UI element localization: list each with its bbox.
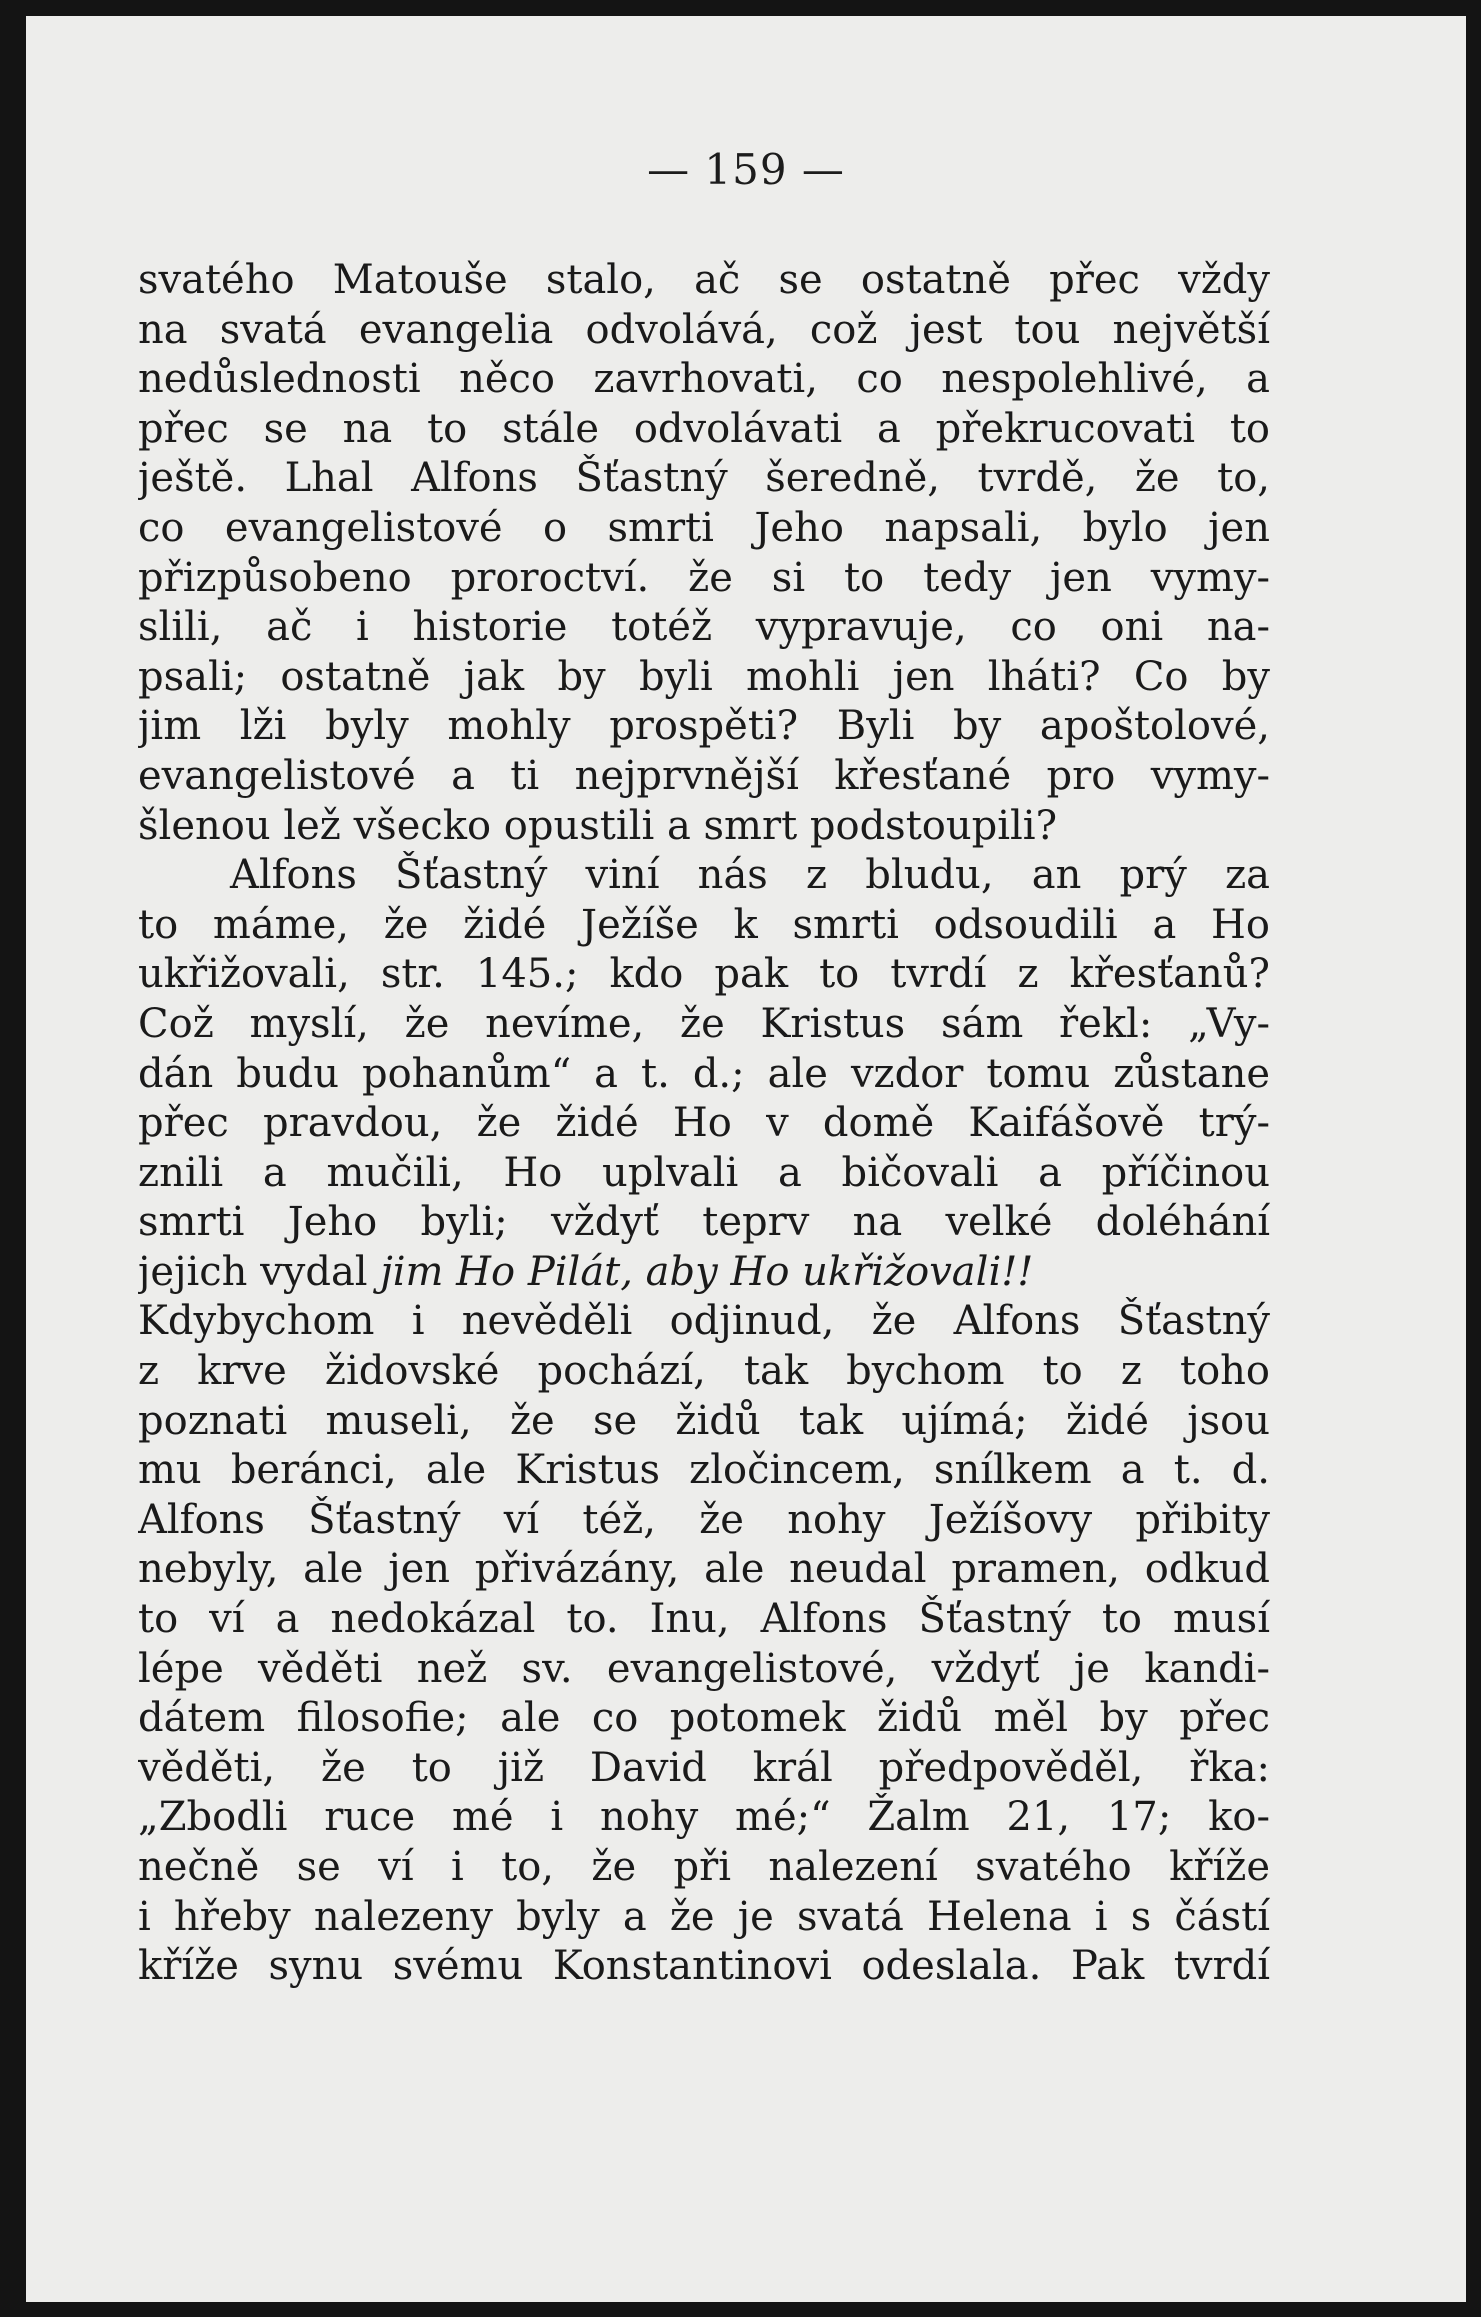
text-line: poznati museli, že se židů tak ujímá; židé jsou (138, 1397, 1270, 1444)
text-line: Alfons Šťastný ví též, že nohy Ježíšovy přibity (138, 1496, 1270, 1543)
text-line: to máme, že židé Ježíše k smrti odsoudili a Ho (138, 901, 1270, 948)
text-line: slili, ač i historie totéž vypravuje, co oni na- (138, 604, 1270, 651)
text-line: evangelistové a ti nejprvnější křesťané pro vymy- (138, 752, 1270, 799)
text-line: nedůslednosti něco zavrhovati, co nespolehlivé, a (138, 356, 1270, 403)
text-line (138, 1248, 1270, 1298)
text-line: Kdybychom i nevěděli odjinud, že Alfons Šťastný (138, 1298, 1270, 1345)
text-line: dátem filosofie; ale co potomek židů měl by přec (138, 1695, 1270, 1742)
italic-text-segment: jim Ho Pilát, aby Ho ukřižovali!! (380, 1248, 1034, 1295)
text-line: to ví a nedokázal to. Inu, Alfons Šťastný to musí (138, 1596, 1270, 1643)
text-line: „Zbodli ruce mé i nohy mé;“ Žalm 21, 17; ko- (138, 1794, 1270, 1841)
text-line: jim lži byly mohly prospěti? Byli by apoštolové, (138, 703, 1270, 750)
text-line: lépe věděti než sv. evangelistové, vždyť je kandi- (138, 1645, 1270, 1692)
text-line: i hřeby nalezeny byly a že je svatá Helena i s částí (138, 1893, 1270, 1940)
text-line: nečně se ví i to, že při nalezení svatého kříže (138, 1844, 1270, 1890)
body-text (138, 256, 1270, 1992)
text-line: svatého Matouše stalo, ač se ostatně přec vždy (138, 257, 1270, 303)
text-line: Což myslí, že nevíme, že Kristus sám řekl: „Vy- (138, 1000, 1270, 1047)
text-line: šlenou lež všecko opustili a smrt podstoupili? (138, 802, 1058, 849)
text-line: mu beránci, ale Kristus zločincem, snílkem a t. d. (138, 1447, 1270, 1494)
text-line: Alfons Šťastný viní nás z bludu, an prý za (230, 852, 1270, 899)
text-line: z krve židovské pochází, tak bychom to z toho (138, 1348, 1270, 1395)
text-line: kříže synu svému Konstantinovi odeslala. Pak tvrdí (138, 1943, 1270, 1990)
text-line: přec se na to stále odvolávati a překrucovati to (138, 405, 1270, 452)
text-line: přec pravdou, že židé Ho v domě Kaifášově trý- (138, 1100, 1270, 1147)
text-line: co evangelistové o smrti Jeho napsali, bylo jen (138, 504, 1270, 551)
text-line: ukřižovali, str. 145.; kdo pak to tvrdí z křesťanů? (138, 951, 1270, 998)
text-line: smrti Jeho byli; vždyť teprv na velké doléhání (138, 1199, 1270, 1246)
text-line: přizpůsobeno proroctví. že si to tedy jen vymy- (138, 554, 1270, 601)
page-number: — 159 — (647, 145, 845, 194)
text-line: věděti, že to již David král předpověděl, řka: (138, 1744, 1270, 1791)
text-line: na svatá evangelia odvolává, což jest tou největší (138, 306, 1270, 353)
text-line: ještě. Lhal Alfons Šťastný šeredně, tvrdě, že to, (138, 455, 1270, 502)
text-segment: jejich vydal (138, 1248, 381, 1295)
book-page (26, 16, 1466, 2302)
text-line: dán budu pohanům“ a t. d.; ale vzdor tomu zůstane (138, 1050, 1270, 1097)
text-line: psali; ostatně jak by byli mohli jen lháti? Co by (138, 653, 1270, 700)
text-line: nebyly, ale jen přivázány, ale neudal pramen, odkud (138, 1546, 1270, 1593)
text-line: znili a mučili, Ho uplvali a bičovali a příčinou (138, 1149, 1270, 1196)
